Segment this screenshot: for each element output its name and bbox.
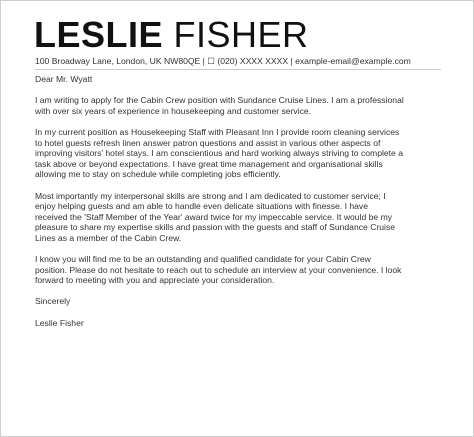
paragraph-skills: Most importantly my interpersonal skills are strong and I am dedicated to customer service; I enjoy helping guests and am able to handle even delicate situations with finesse. I have received the 'Staff Member of the Year' award twice for my impeccable service. It would be my pleasure to share my expertise skills and passion with the guests and staff of Sundance Cruise Lines as a member of the Cabin Crew. bbox=[35, 190, 396, 243]
applicant-name-heading bbox=[34, 15, 309, 55]
closing: Sincerely bbox=[35, 296, 71, 307]
first-name: LESLIE bbox=[34, 14, 164, 55]
salutation: Dear Mr. Wyatt bbox=[35, 74, 93, 84]
contact-details: 100 Broadway Lane, London, UK NW80QE | ☐ (020) XXXX XXXX | example-email@example.com bbox=[35, 56, 411, 66]
signature: Leslie Fisher bbox=[35, 317, 84, 328]
paragraph-closing: I know you will find me to be an outstanding and qualified candidate for your Cabin Crew position. Please do not hesitate to reach out to schedule an interview at your convenience. I look forward to meeting with you and appreciate your consideration. bbox=[35, 254, 402, 286]
paragraph-intro: I am writing to apply for the Cabin Crew position with Sundance Cruise Lines. I am a professional with over six years of experience in housekeeping and customer service. bbox=[35, 95, 404, 116]
last-name: FISHER bbox=[173, 14, 309, 55]
header-divider bbox=[35, 69, 441, 70]
paragraph-experience: In my current position as Housekeeping Staff with Pleasant Inn I provide room cleaning services to hotel guests refresh linen answer patron questions and assist in various other aspects of improving visitors' hotel stays. I am conscientious and hard working always striving to complete a task above or beyond expectations. I have great time management and organisational skills allowing me to stay on schedule while completing jobs efficiently. bbox=[35, 126, 403, 180]
letter-body bbox=[35, 74, 445, 339]
